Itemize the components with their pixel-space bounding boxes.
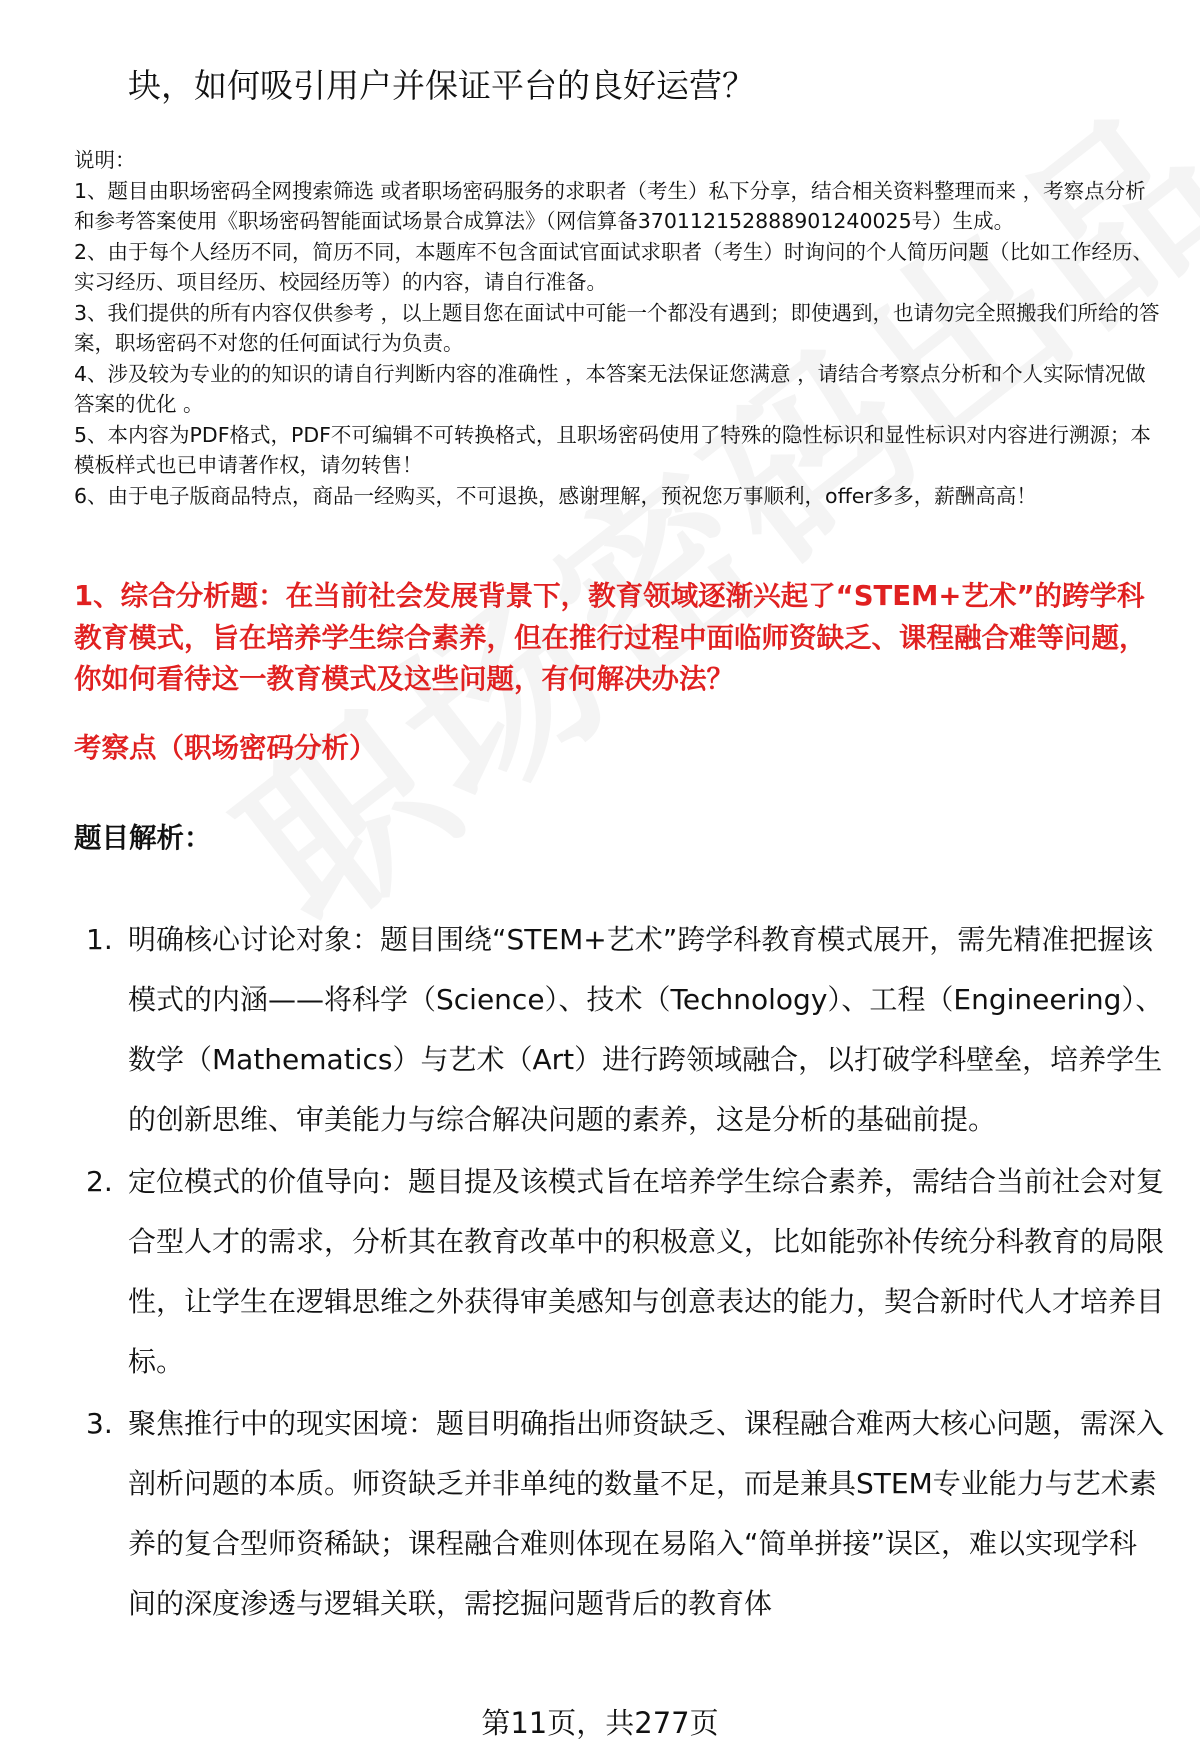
analysis-item-text: 明确核心讨论对象：题目围绕“STEM+艺术”跨学科教育模式展开，需先精准把握该模式的内涵——将科学（Science）、技术（Technology）、工程（Engineering）、数学（Mathematics）与艺术（Art）进行跨领域融合，以打破学科壁垒，培养学生的创新思维、审美能力与综合解决问题的素养，这是分析的基础前提。 (128, 923, 1164, 1136)
page-number: 第11页，共277页 (481, 1706, 719, 1740)
previous-question-tail: 块，如何吸引用户并保证平台的良好运营？ (128, 66, 755, 105)
analysis-item-text: 定位模式的价值导向：题目提及该模式旨在培养学生综合素养，需结合当前社会对复合型人才的需求，分析其在教育改革中的积极意义，比如能弥补传统分科教育的局限性，让学生在逻辑思维之外获得审美感知与创意表达的能力，契合新时代人才培养目标。 (128, 1165, 1165, 1378)
analysis-item (74, 1152, 1164, 1392)
analysis-heading: 题目解析： (74, 822, 212, 854)
analysis-item-number: 3. (86, 1407, 113, 1440)
note-item: 3、我们提供的所有内容仅供参考 ，以上题目您在面试中可能一个都没有遇到；即使遇到，也请勿完全照搬我们所给的答案，职场密码不对您的任何面试行为负责。 (74, 300, 1160, 355)
kaochadian-heading: 考察点（职场密码分析） (74, 732, 377, 764)
note-item: 5、本内容为PDF格式，PDF不可编辑不可转换格式，且职场密码使用了特殊的隐性标识和显性标识对内容进行溯源；本模板样式也已申请著作权，请勿转售！ (74, 422, 1151, 477)
analysis-item (74, 910, 1164, 1150)
note-item: 6、由于电子版商品特点，商品一经购买，不可退换，感谢理解，预祝您万事顺利，offer多多，薪酬高高！ (74, 483, 1037, 508)
note-item: 2、由于每个人经历不同，简历不同，本题库不包含面试官面试求职者（考生）时询问的个人简历问题（比如工作经历、实习经历、项目经历、校园经历等）的内容，请自行准备。 (74, 239, 1154, 294)
notes-title: 说明： (74, 148, 136, 172)
analysis-item-number: 2. (86, 1165, 113, 1198)
analysis-item (74, 1394, 1164, 1634)
analysis-list (74, 910, 1164, 1636)
question-title: 1、综合分析题：在当前社会发展背景下，教育领域逐渐兴起了“STEM+艺术”的跨学科教育模式，旨在培养学生综合素养，但在推行过程中面临师资缺乏、课程融合难等问题，你如何看待这一教育模式及这些问题，有何解决办法？ (74, 580, 1147, 695)
note-item: 4、涉及较为专业的的知识的请自行判断内容的准确性 ，本答案无法保证您满意 ，请结合考察点分析和个人实际情况做答案的优化 。 (74, 361, 1146, 416)
analysis-item-text: 聚焦推行中的现实困境：题目明确指出师资缺乏、课程融合难两大核心问题，需深入剖析问题的本质。师资缺乏并非单纯的数量不足，而是兼具STEM专业能力与艺术素养的复合型师资稀缺；课程融合难则体现在易陷入“简单拼接”误区，难以实现学科间的深度渗透与逻辑关联，需挖掘问题背后的教育体 (128, 1407, 1165, 1620)
analysis-item-number: 1. (86, 923, 113, 956)
notes-section (74, 145, 1164, 511)
note-item: 1、题目由职场密码全网搜索筛选 或者职场密码服务的求职者（考生）私下分享，结合相关资料整理而来 ，考察点分析和参考答案使用《职场密码智能面试场景合成算法》（网信算备370112152888901240025号）生成。 (74, 178, 1146, 233)
